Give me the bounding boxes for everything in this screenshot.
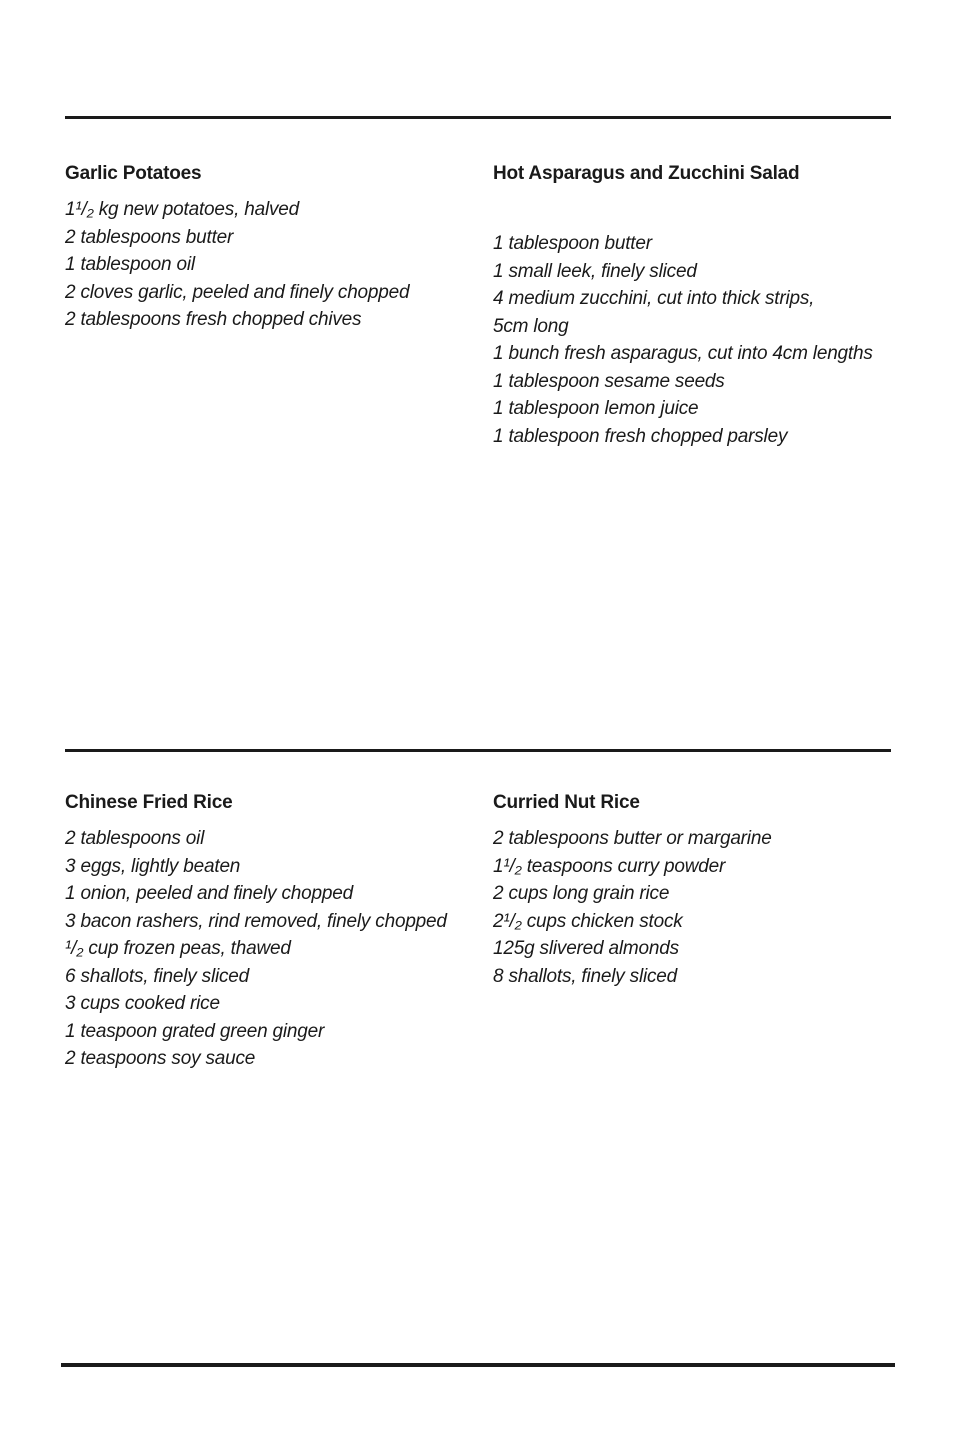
ingredient-item: 2 cups long grain rice [493,883,670,904]
ingredient-item: 125g slivered almonds [493,938,679,959]
ingredient-list [493,825,893,990]
bottom-divider [61,1363,895,1367]
ingredient-item: 2 teaspoons soy sauce [65,1048,256,1069]
ingredient-item: 1 tablespoon sesame seeds [493,370,725,392]
ingredient-item: 1¹/₂ kg new potatoes, halved [65,199,300,220]
top-divider [65,116,891,119]
ingredient-item: 2 tablespoons butter [65,226,234,248]
ingredient-item: 1 small leek, finely sliced [493,260,697,282]
recipe-title: Chinese Fried Rice [65,792,233,813]
ingredient-item: 1 tablespoon oil [65,254,195,275]
ingredient-item: 5cm long [493,315,569,337]
ingredient-item: 1 tablespoon butter [493,233,652,254]
ingredient-item: 1 tablespoon fresh chopped parsley [493,425,788,447]
ingredient-item: 1 onion, peeled and finely chopped [65,883,353,904]
ingredient-item: 6 shallots, finely sliced [65,965,250,987]
ingredient-item: 4 medium zucchini, cut into thick strips, [493,288,815,309]
ingredient-item: 1 tablespoon lemon juice [493,398,699,419]
recipe-asparagus-zucchini-salad [493,162,893,450]
ingredient-item: 1 bunch fresh asparagus, cut into 4cm lengths [493,343,873,364]
ingredient-item: 1¹/₂ teaspoons curry powder [493,855,726,877]
ingredient-item: 8 shallots, finely sliced [493,965,678,987]
recipe-title: Garlic Potatoes [65,163,202,184]
recipe-curried-nut-rice [493,791,893,990]
ingredient-item: 2 tablespoons fresh chopped chives [65,309,362,330]
recipe-garlic-potatoes [65,162,465,334]
ingredient-item: ¹/₂ cup frozen peas, thawed [65,938,291,959]
ingredient-item: 3 bacon rashers, rind removed, finely chopped [65,910,447,932]
middle-divider [65,749,891,752]
ingredient-item: 1 teaspoon grated green ginger [65,1020,325,1042]
ingredient-list [65,196,465,334]
ingredient-item: 3 cups cooked rice [65,993,220,1014]
recipe-title: Hot Asparagus and Zucchini Salad [493,163,800,184]
ingredient-item: 2¹/₂ cups chicken stock [493,910,683,932]
recipe-chinese-fried-rice [65,791,465,1073]
ingredient-item: 2 cloves garlic, peeled and finely chopped [65,281,410,303]
ingredient-list [65,825,465,1073]
ingredient-item: 2 tablespoons oil [65,828,205,849]
ingredient-item: 2 tablespoons butter or margarine [493,828,772,849]
ingredient-item: 3 eggs, lightly beaten [65,855,241,877]
recipe-title: Curried Nut Rice [493,792,640,813]
ingredient-list [493,230,893,450]
